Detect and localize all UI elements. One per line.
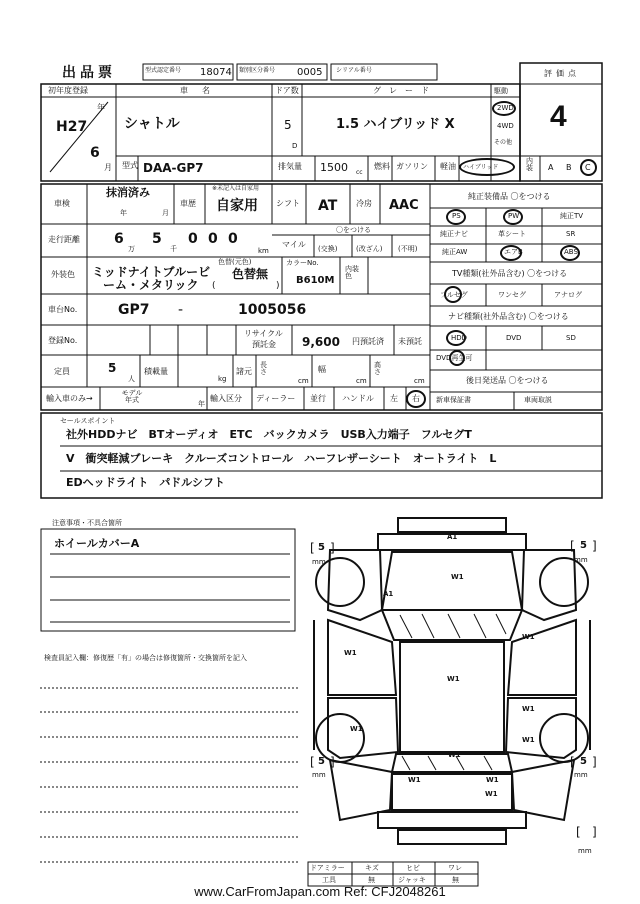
grade-value: 1.5 ハイブリッド X — [336, 117, 455, 132]
opt-abs-circle — [560, 245, 580, 261]
interior-b: B — [566, 163, 572, 172]
km-unit: km — [258, 247, 269, 255]
history-label: 車歴 — [180, 199, 196, 208]
mileage-label: 走行距離 — [48, 235, 80, 244]
mile-altered: (改ざん) — [356, 245, 383, 253]
tread-rl-unit: mm — [312, 771, 326, 779]
notes-line-1: ホイールカバーA — [54, 537, 140, 550]
jack-label: ジャッキ — [398, 876, 426, 884]
mark-roof: W1 — [447, 675, 460, 683]
first-reg-month: 6 — [90, 145, 100, 161]
capacity-value: 5 — [108, 361, 117, 375]
repaint-label: 色替(元色) — [218, 258, 252, 266]
score-label: 評価点 — [544, 69, 580, 78]
opt-airbag: エアB — [504, 248, 523, 256]
chassis-dash: - — [178, 302, 184, 318]
recycle-label-1: リサイクル — [244, 329, 283, 338]
door-suffix: D — [292, 142, 298, 150]
mile-label: マイル — [282, 240, 306, 249]
tread-fl-unit: mm — [312, 558, 326, 566]
mark-left-quarter: W1 — [408, 776, 421, 784]
sales-line-1: 社外HDDナビ BTオーディオ ETC バックカメラ USB入力端子 フルセグT — [66, 428, 472, 441]
cc-unit: cc — [356, 169, 363, 176]
car-name: シャトル — [124, 116, 180, 132]
displacement-label: 排気量 — [278, 162, 302, 171]
interior-c-circle — [580, 159, 597, 176]
opt-leather: 革シート — [498, 230, 526, 238]
length-unit: cm — [298, 377, 309, 385]
genuine-title: 純正装備品 〇をつける — [468, 192, 551, 201]
color-line-2: ーム・メタリック — [103, 278, 199, 292]
model-value: DAA-GP7 — [143, 161, 204, 175]
opt-airbag-circle — [500, 245, 522, 261]
opt-ps-circle — [446, 209, 466, 225]
month-unit: 月 — [104, 163, 112, 172]
handle-left: 左 — [390, 394, 398, 403]
mileage-digit-1: 6 — [114, 231, 124, 247]
opt-pw: PW — [508, 212, 520, 220]
tread-rr-unit: mm — [574, 771, 588, 779]
opt-tv: 純正TV — [560, 212, 584, 220]
opt-pw-circle — [503, 209, 523, 225]
inspector-label: 検査員記入欄：修復歴「有」の場合は修復箇所・交換箇所を記入 — [44, 654, 247, 662]
color-no-label: カラーNo. — [286, 259, 319, 267]
sales-label: セールスポイント — [60, 417, 116, 425]
opt-sr: SR — [566, 230, 576, 238]
grade-label: グレード — [373, 86, 437, 95]
tv-oneseg: ワンセグ — [498, 291, 526, 299]
fuel-label: 燃料 — [374, 162, 390, 171]
mark-left-rear-door: W1 — [350, 725, 363, 733]
width-unit: cm — [356, 377, 367, 385]
reg-no-label: 登録No. — [48, 336, 78, 345]
mile-unknown: (不明) — [398, 245, 418, 253]
sales-line-3: EDヘッドライト パドルシフト — [66, 476, 225, 489]
shift-value: AT — [318, 198, 338, 214]
dims-label: 諸元 — [236, 367, 252, 376]
tread-front-right: 5 — [580, 540, 587, 551]
fuel-hybrid: ハイブリッド — [463, 164, 499, 171]
tread-fr-unit: mm — [574, 556, 588, 564]
mark-right-quarter: W1 — [522, 736, 535, 744]
import-parallel: 並行 — [310, 394, 326, 403]
crack-label: ヒビ — [406, 864, 420, 872]
dent-label: ワレ — [448, 864, 462, 872]
dvd-play: DVD再生可 — [436, 354, 473, 362]
interior-a: A — [548, 163, 554, 172]
mileage-digit-4: 0 — [208, 231, 218, 247]
tv-analog: アナログ — [554, 291, 582, 299]
model-cert-no: 18074 — [200, 67, 232, 78]
fuel-hybrid-circle — [459, 158, 515, 176]
mark-right-front-door: W1 — [522, 633, 535, 641]
inspection-value: 抹消済み — [106, 186, 150, 199]
repaint-value: 色替無 — [232, 267, 269, 281]
sales-line-2: V 衝突軽減ブレーキ クルーズコントロール ハーフレザーシート オートライト L — [66, 452, 497, 465]
import-class-label: 輸入区分 — [210, 394, 242, 403]
model-label: 型式 — [122, 161, 138, 170]
fuel-gasoline: ガソリン — [396, 162, 428, 171]
drive-other: その他 — [494, 139, 513, 146]
later-warranty: 新車保証書 — [436, 396, 471, 404]
height-label: 高さ — [374, 361, 381, 376]
navi-hdd: HDD — [451, 334, 468, 342]
fuel-diesel: 軽油 — [440, 162, 456, 171]
shift-label: シフト — [276, 199, 300, 208]
recycle-amount: 9,600 — [302, 335, 340, 349]
car-body-diagram — [300, 510, 600, 860]
opt-aw: 純正AW — [442, 248, 468, 256]
watermark-footer: www.CarFromJapan.com Ref: CFJ2048261 — [194, 884, 446, 899]
capacity-unit: 人 — [128, 375, 135, 383]
model-year-label: モデル年式 — [121, 389, 143, 404]
jack-value: 無 — [452, 876, 459, 884]
serial-label: シリアル番号 — [336, 67, 372, 74]
navi-hdd-circle — [446, 330, 466, 346]
chassis-model: GP7 — [118, 302, 150, 318]
navi-sd: SD — [566, 334, 576, 342]
mark-right-quarter-rear: W1 — [486, 776, 499, 784]
color-line-1: ミッドナイトブルービ — [92, 265, 211, 279]
interior-c: C — [585, 163, 591, 172]
mileage-sen: 千 — [170, 245, 177, 253]
dvd-play-circle — [449, 350, 465, 366]
length-label: 長さ — [260, 361, 267, 376]
tools-label: 工具 — [322, 876, 336, 884]
form-title: 出品票 — [62, 65, 116, 81]
score-value: 4 — [550, 100, 567, 133]
mileage-man: 万 — [128, 245, 135, 253]
handle-right-circle — [406, 390, 426, 408]
tread-rear-right: 5 — [580, 756, 587, 767]
mileage-digit-3: 0 — [188, 231, 198, 247]
mark-front-bumper: A1 — [447, 533, 458, 541]
chassis-no: 1005056 — [238, 302, 307, 318]
mark-left-front-door: W1 — [344, 649, 357, 657]
ac-label: 冷房 — [356, 199, 372, 208]
tread-front-left: 5 — [318, 542, 325, 553]
opt-abs: ABS — [564, 248, 578, 256]
chassis-label: 車台No. — [48, 305, 78, 314]
tv-type-title: TV種類(社外品含む) 〇をつける — [452, 269, 568, 278]
car-name-label: 車名 — [180, 86, 224, 95]
drive-2wd-circle — [492, 101, 516, 116]
interior-color-label: 内装色 — [345, 265, 359, 280]
mileage-digit-5: 0 — [228, 231, 238, 247]
opt-ps: PS — [452, 212, 461, 220]
color-no-value: B610M — [296, 275, 335, 286]
import-year-unit: 年 — [198, 400, 205, 408]
mark-rear-window: W1 — [448, 751, 461, 759]
navi-type-title: ナビ種類(社外品含む) 〇をつける — [448, 312, 569, 321]
scratch-label: キズ — [365, 864, 379, 872]
import-label: 輸入車のみ→ — [46, 394, 93, 403]
recycle-unpaid: 未預託 — [398, 337, 422, 346]
navi-dvd: DVD — [506, 334, 522, 342]
first-reg-year: H27 — [56, 119, 88, 135]
mark-right-rear-door: W1 — [522, 705, 535, 713]
notes-label: 注意事項・不具合箇所 — [52, 519, 122, 527]
width-label: 幅 — [318, 365, 326, 374]
mark-left-fender: A1 — [383, 590, 394, 598]
load-unit: kg — [218, 375, 227, 383]
category-label: 類別区分番号 — [239, 67, 276, 74]
inspection-year: 年 — [120, 209, 127, 217]
color-label: 外装色 — [51, 270, 75, 279]
load-label: 積載量 — [144, 367, 168, 376]
recycle-label-2: 預託金 — [252, 340, 276, 349]
mile-circle-note: 〇をつける — [336, 226, 371, 234]
displacement-value: 1500 — [320, 161, 348, 174]
import-dealer: ディーラー — [256, 394, 296, 403]
capacity-label: 定員 — [54, 367, 70, 376]
model-cert-label: 型式認定番号 — [145, 67, 182, 74]
tread-rear-left: 5 — [318, 756, 325, 767]
doors-value: 5 — [284, 118, 292, 132]
handle-right: 右 — [412, 394, 420, 403]
opt-navi: 純正ナビ — [440, 230, 468, 238]
inspection-month: 月 — [162, 209, 169, 217]
tread-spare-unit: mm — [578, 847, 592, 855]
history-value: 自家用 — [216, 198, 258, 214]
category-no: 0005 — [297, 67, 323, 78]
interior-label: 内装 — [526, 157, 533, 172]
tv-fullseg-circle — [444, 286, 462, 303]
inspection-label: 車検 — [54, 199, 70, 208]
mileage-digit-2: 5 — [152, 231, 162, 247]
height-unit: cm — [414, 377, 425, 385]
later-title: 後日発送品 〇をつける — [466, 376, 549, 385]
mile-exchange: (交換) — [318, 245, 338, 253]
mark-rear-bumper: W1 — [485, 790, 498, 798]
first-reg-label: 初年度登録 — [48, 86, 88, 95]
mark-hood: W1 — [451, 573, 464, 581]
drive-4wd: 4WD — [497, 122, 514, 130]
doors-label: ドア数 — [275, 86, 299, 95]
ac-value: AAC — [389, 198, 419, 213]
later-manual: 車両取説 — [524, 396, 552, 404]
history-note: ※未記入は自家用 — [212, 185, 260, 192]
tools-value: 無 — [368, 876, 375, 884]
drive-label: 駆動 — [494, 87, 508, 95]
tv-fullseg: フルセグ — [440, 291, 468, 299]
recycle-paid: 円預託済 — [352, 337, 384, 346]
door-mirror-label: ドアミラー — [310, 864, 345, 872]
drive-2wd: 2WD — [497, 104, 514, 112]
handle-label: ハンドル — [342, 394, 374, 403]
year-unit: 年 — [97, 103, 105, 112]
